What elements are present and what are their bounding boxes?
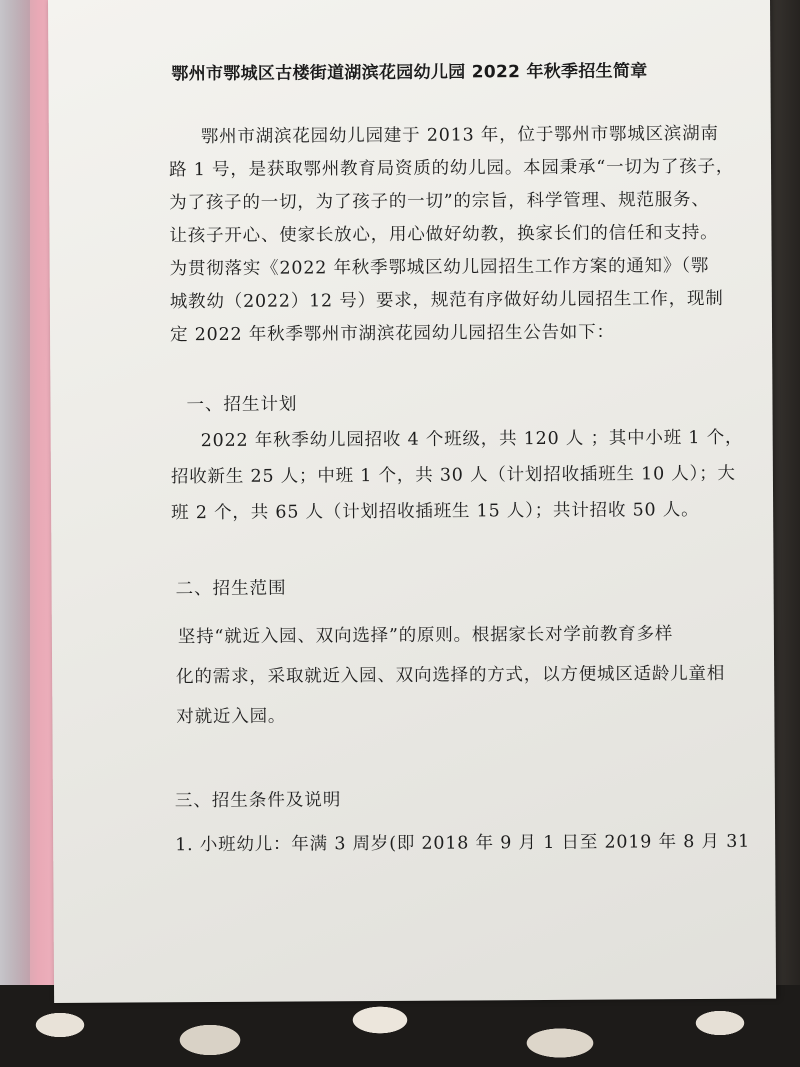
scope-line: 对就近入园。 [176,706,287,728]
scope-line: 化的需求，采取就近入园、双向选择的方式，以方便城区适龄儿童相 [176,663,726,688]
intro-line: 让孩子开心、使家长放心，用心做好幼教，换家长们的信任和支持。 [169,222,719,247]
intro-line: 定 2022 年秋季鄂州市湖滨花园幼儿园招生公告如下： [169,322,615,346]
intro-line: 为了孩子的一切，为了孩子的一切”的宗旨，科学管理、规范服务、 [169,189,710,214]
section-heading-plan: 一、招生计划 [186,394,298,416]
intro-line: 城教幼（2022）12 号）要求，规范有序做好幼儿园招生工作，现制 [169,288,724,313]
plan-line: 2022 年秋季幼儿园招收 4 个班级，共 120 人 ；其中小班 1 个， [200,427,744,452]
plan-line: 招收新生 25 人；中班 1 个，共 30 人（计划招收插班生 10 人）；大 [170,463,736,488]
document-title: 鄂州市鄂城区古楼街道湖滨花园幼儿园 2022 年秋季招生简章 [171,61,648,85]
plastic-sleeve [0,0,30,1000]
intro-line: 为贯彻落实《2022 年秋季鄂城区幼儿园招生工作方案的通知》（鄂 [169,255,710,280]
plan-line: 班 2 个，共 65 人（计划招收插班生 15 人）；共计招收 50 人。 [171,500,700,524]
section-heading-conditions: 三、招生条件及说明 [174,790,342,812]
section-heading-scope: 二、招生范围 [175,578,287,600]
conditions-line: 1. 小班幼儿：年满 3 周岁(即 2018 年 9 月 1 日至 2019 年 8 月 31 [175,831,751,856]
document-page [48,0,776,1003]
intro-line: 鄂州市湖滨花园幼儿园建于 2013 年，位于鄂州市鄂城区滨湖南 [200,123,719,148]
scope-line: 坚持“就近入园、双向选择”的原则。根据家长对学前教育多样 [177,624,674,648]
intro-line: 路 1 号，是获取鄂州教育局资质的幼儿园。本园秉承“一切为了孩子， [168,156,735,181]
